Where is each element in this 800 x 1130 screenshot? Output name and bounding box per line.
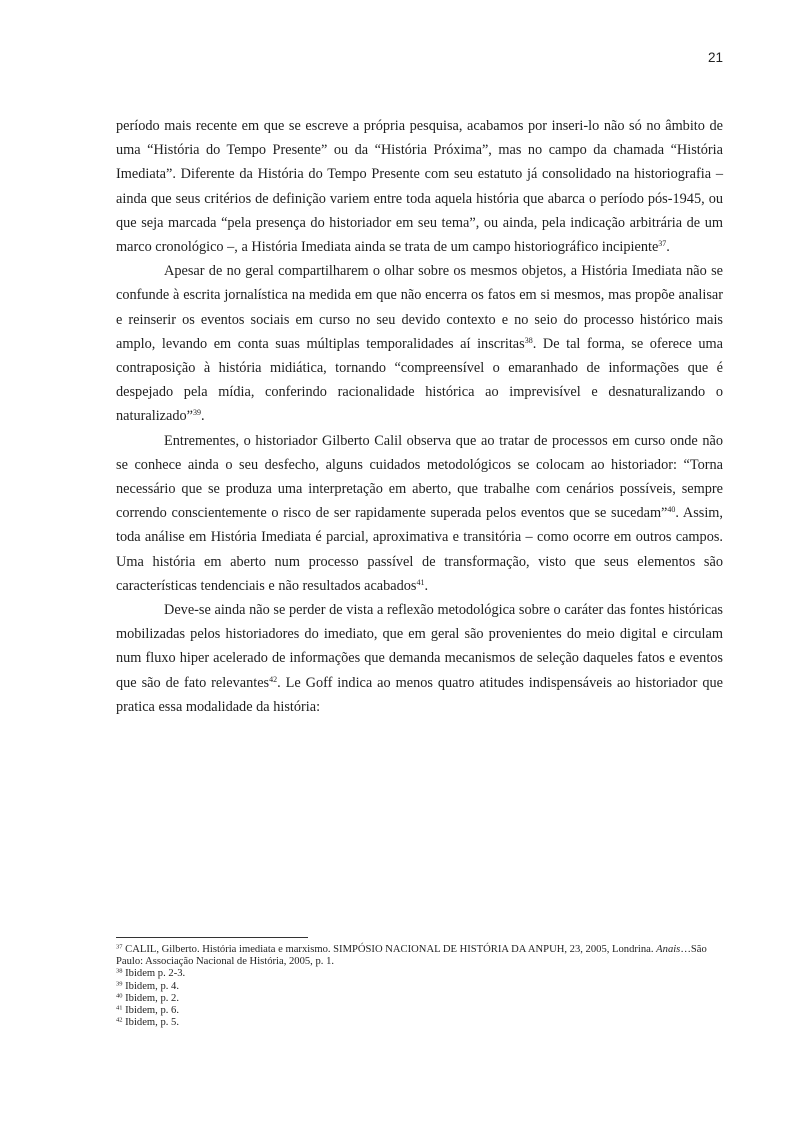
paragraph-1: período mais recente em que se escreve a própria pesquisa, acabamos por inseri-lo não só no âmbito de uma “História do Tempo Presente” ou da “História Próxima”, mas no campo da chamada “História Imediata”. Diferente da História do Tempo Presente com seu estatuto já consolidado na historiografia – ainda que seus critérios de definição variem entre toda aquela história que abarca o período pós-1945, ou que seja marcada “pela presença do historiador em seu tema”, ou ainda, pela indicação arbitrária de um marco cronológico –, a História Imediata ainda se trata de um campo historiográfico incipiente$^{37}$. — [116, 118, 723, 256]
footnote-40: $^{40}$ Ibidem, p. 2. — [116, 992, 179, 1004]
paragraph-3: Entrementes, o historiador Gilberto Calil observa que ao tratar de processos em curso onde não se conhece ainda o seu desfecho, alguns cuidados metodológicos se colocam ao historiador: “Torna necessário que se produza uma interpretação em aberto, que trabalhe com cenários possíveis, sempre correndo conscientemente o risco de ser rapidamente superada pelos eventos que se sucedam”$^{40}$. Assim, toda análise em História Imediata é parcial, aproximativa e transitória – como ocorre em outros campos. Uma história em aberto num processo passível de transformação, visto que seus elementos são características tendenciais e não resultados acabados$^{41}$. — [116, 432, 723, 594]
footnote-37: $^{37}$ CALIL, Gilberto. História imediata e marxismo. SIMPÓSIO NACIONAL DE HISTÓRIA DA ANPUH, 23, 2005, Londrina. Anais…São Paulo: Associação Nacional de História, 2005, p. 1. — [116, 943, 707, 968]
paragraph-4: Deve-se ainda não se perder de vista a reflexão metodológica sobre o caráter das fontes históricas mobilizadas pelos historiadores do imediato, que em geral são provenientes do meio digital e circulam num fluxo hiper acelerado de informações que demanda mecanismos de seleção daqueles fatos e eventos que são de fato relevantes$^{42}$. Le Goff indica ao menos quatro atitudes indispensáveis ao historiador que pratica essa modalidade da história: — [116, 602, 723, 715]
footnote-41: $^{41}$ Ibidem, p. 6. — [116, 1004, 179, 1017]
footnote-divider — [116, 937, 308, 938]
footnote-ref-37[interactable]: 37 — [658, 239, 667, 249]
footnote-42: $^{42}$ Ibidem, p. 5. — [116, 1016, 179, 1029]
footnote-ref-39[interactable]: 39 — [193, 408, 201, 418]
footnote-ref-42[interactable]: 42 — [269, 674, 278, 684]
footnote-ref-41[interactable]: 41 — [416, 577, 425, 587]
footnote-39: $^{39}$ Ibidem, p. 4. — [116, 980, 179, 992]
footnote-38: $^{38}$ Ibidem p. 2-3. — [116, 967, 186, 980]
page-number: 21 — [707, 50, 723, 65]
paragraph-2: Apesar de no geral compartilharem o olhar sobre os mesmos objetos, a História Imediata não se confunde à escrita jornalística na medida em que não encerra os fatos em si mesmos, mas propõe analisar e reinserir os eventos sociais em curso no seu devido contexto e no seio do processo histórico mais amplo, levando em conta suas múltiplas temporalidades aí inscritas$^{38}$. De tal forma, se oferece uma contraposição à história midiática, tornando “compreensível o emaranhado de informações que é despejado pela mídia, conferindo racionalidade histórica ao imprevisível e desnaturalizando o naturalizado”$^{39}$. — [116, 263, 723, 425]
footnote-ref-40[interactable]: 40 — [667, 505, 676, 515]
footnote-ref-38[interactable]: 38 — [524, 335, 533, 345]
footnotes — [116, 944, 723, 1029]
body-text — [116, 114, 723, 719]
